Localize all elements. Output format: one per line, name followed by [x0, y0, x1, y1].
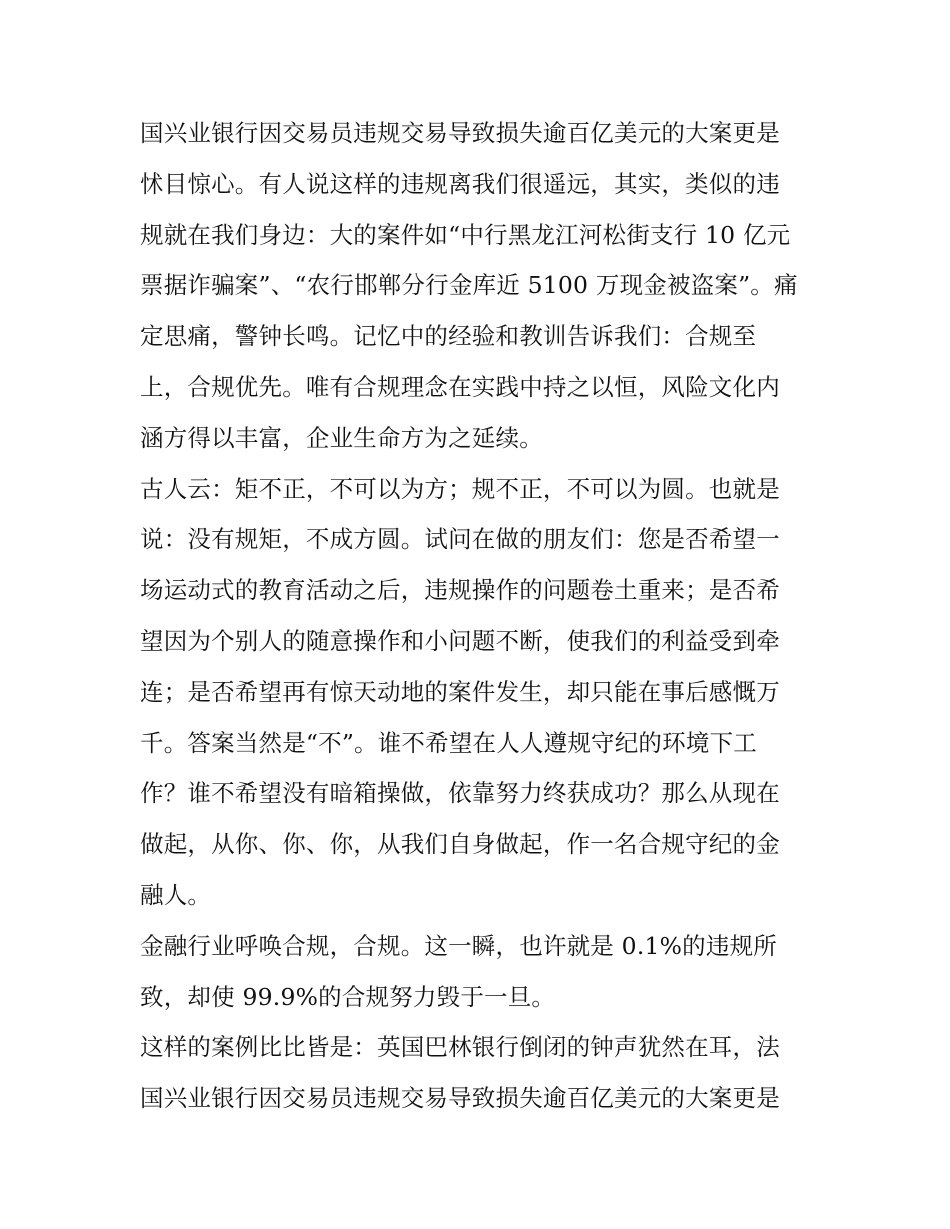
text-line: 国兴业银行因交易员违规交易导致损失逾百亿美元的大案更是 [140, 1084, 780, 1113]
text-line: 票据诈骗案”、“农行邯郸分行金库近 5100 万现金被盗案”。痛 [140, 271, 798, 300]
text-line: 古人云：矩不正，不可以为方；规不正，不可以为圆。也就是 [140, 474, 780, 503]
text-line: 千。答案当然是“不”。谁不希望在人人遵规守纪的环境下工 [140, 728, 757, 757]
text-line: 作？谁不希望没有暗箱操做，依靠努力终获成功？那么从现在 [140, 779, 780, 808]
text-line: 怵目惊心。有人说这样的违规离我们很遥远，其实，类似的违 [140, 169, 780, 198]
body-text [140, 108, 820, 1124]
text-line: 国兴业银行因交易员违规交易导致损失逾百亿美元的大案更是 [140, 119, 780, 147]
text-line: 规就在我们身边：大的案件如“中行黑龙江河松街支行 10 亿元 [140, 220, 791, 249]
text-line: 场运动式的教育活动之后，违规操作的问题卷土重来；是否希 [140, 576, 780, 605]
text-line: 金融行业呼唤合规，合规。这一瞬，也许就是 0.1%的违规所 [140, 931, 777, 960]
text-line: 上，合规优先。唯有合规理念在实践中持之以恒，风险文化内 [140, 372, 780, 401]
text-line: 致，却使 99.9%的合规努力毁于一旦。 [140, 982, 556, 1011]
text-line: 望因为个别人的随意操作和小问题不断，使我们的利益受到牵 [140, 626, 780, 655]
text-line: 涵方得以丰富，企业生命方为之延续。 [140, 423, 543, 452]
text-line: 定思痛，警钟长鸣。记忆中的经验和教训告诉我们：合规至 [140, 322, 757, 351]
text-line: 融人。 [140, 880, 212, 909]
text-line: 连；是否希望再有惊天动地的案件发生，却只能在事后感慨万 [140, 677, 780, 706]
text-line: 说：没有规矩，不成方圆。试问在做的朋友们：您是否希望一 [140, 525, 780, 554]
text-line: 这样的案例比比皆是：英国巴林银行倒闭的钟声犹然在耳，法 [140, 1033, 780, 1062]
text-line: 做起，从你、你、你，从我们自身做起，作一名合规守纪的金 [140, 830, 780, 859]
